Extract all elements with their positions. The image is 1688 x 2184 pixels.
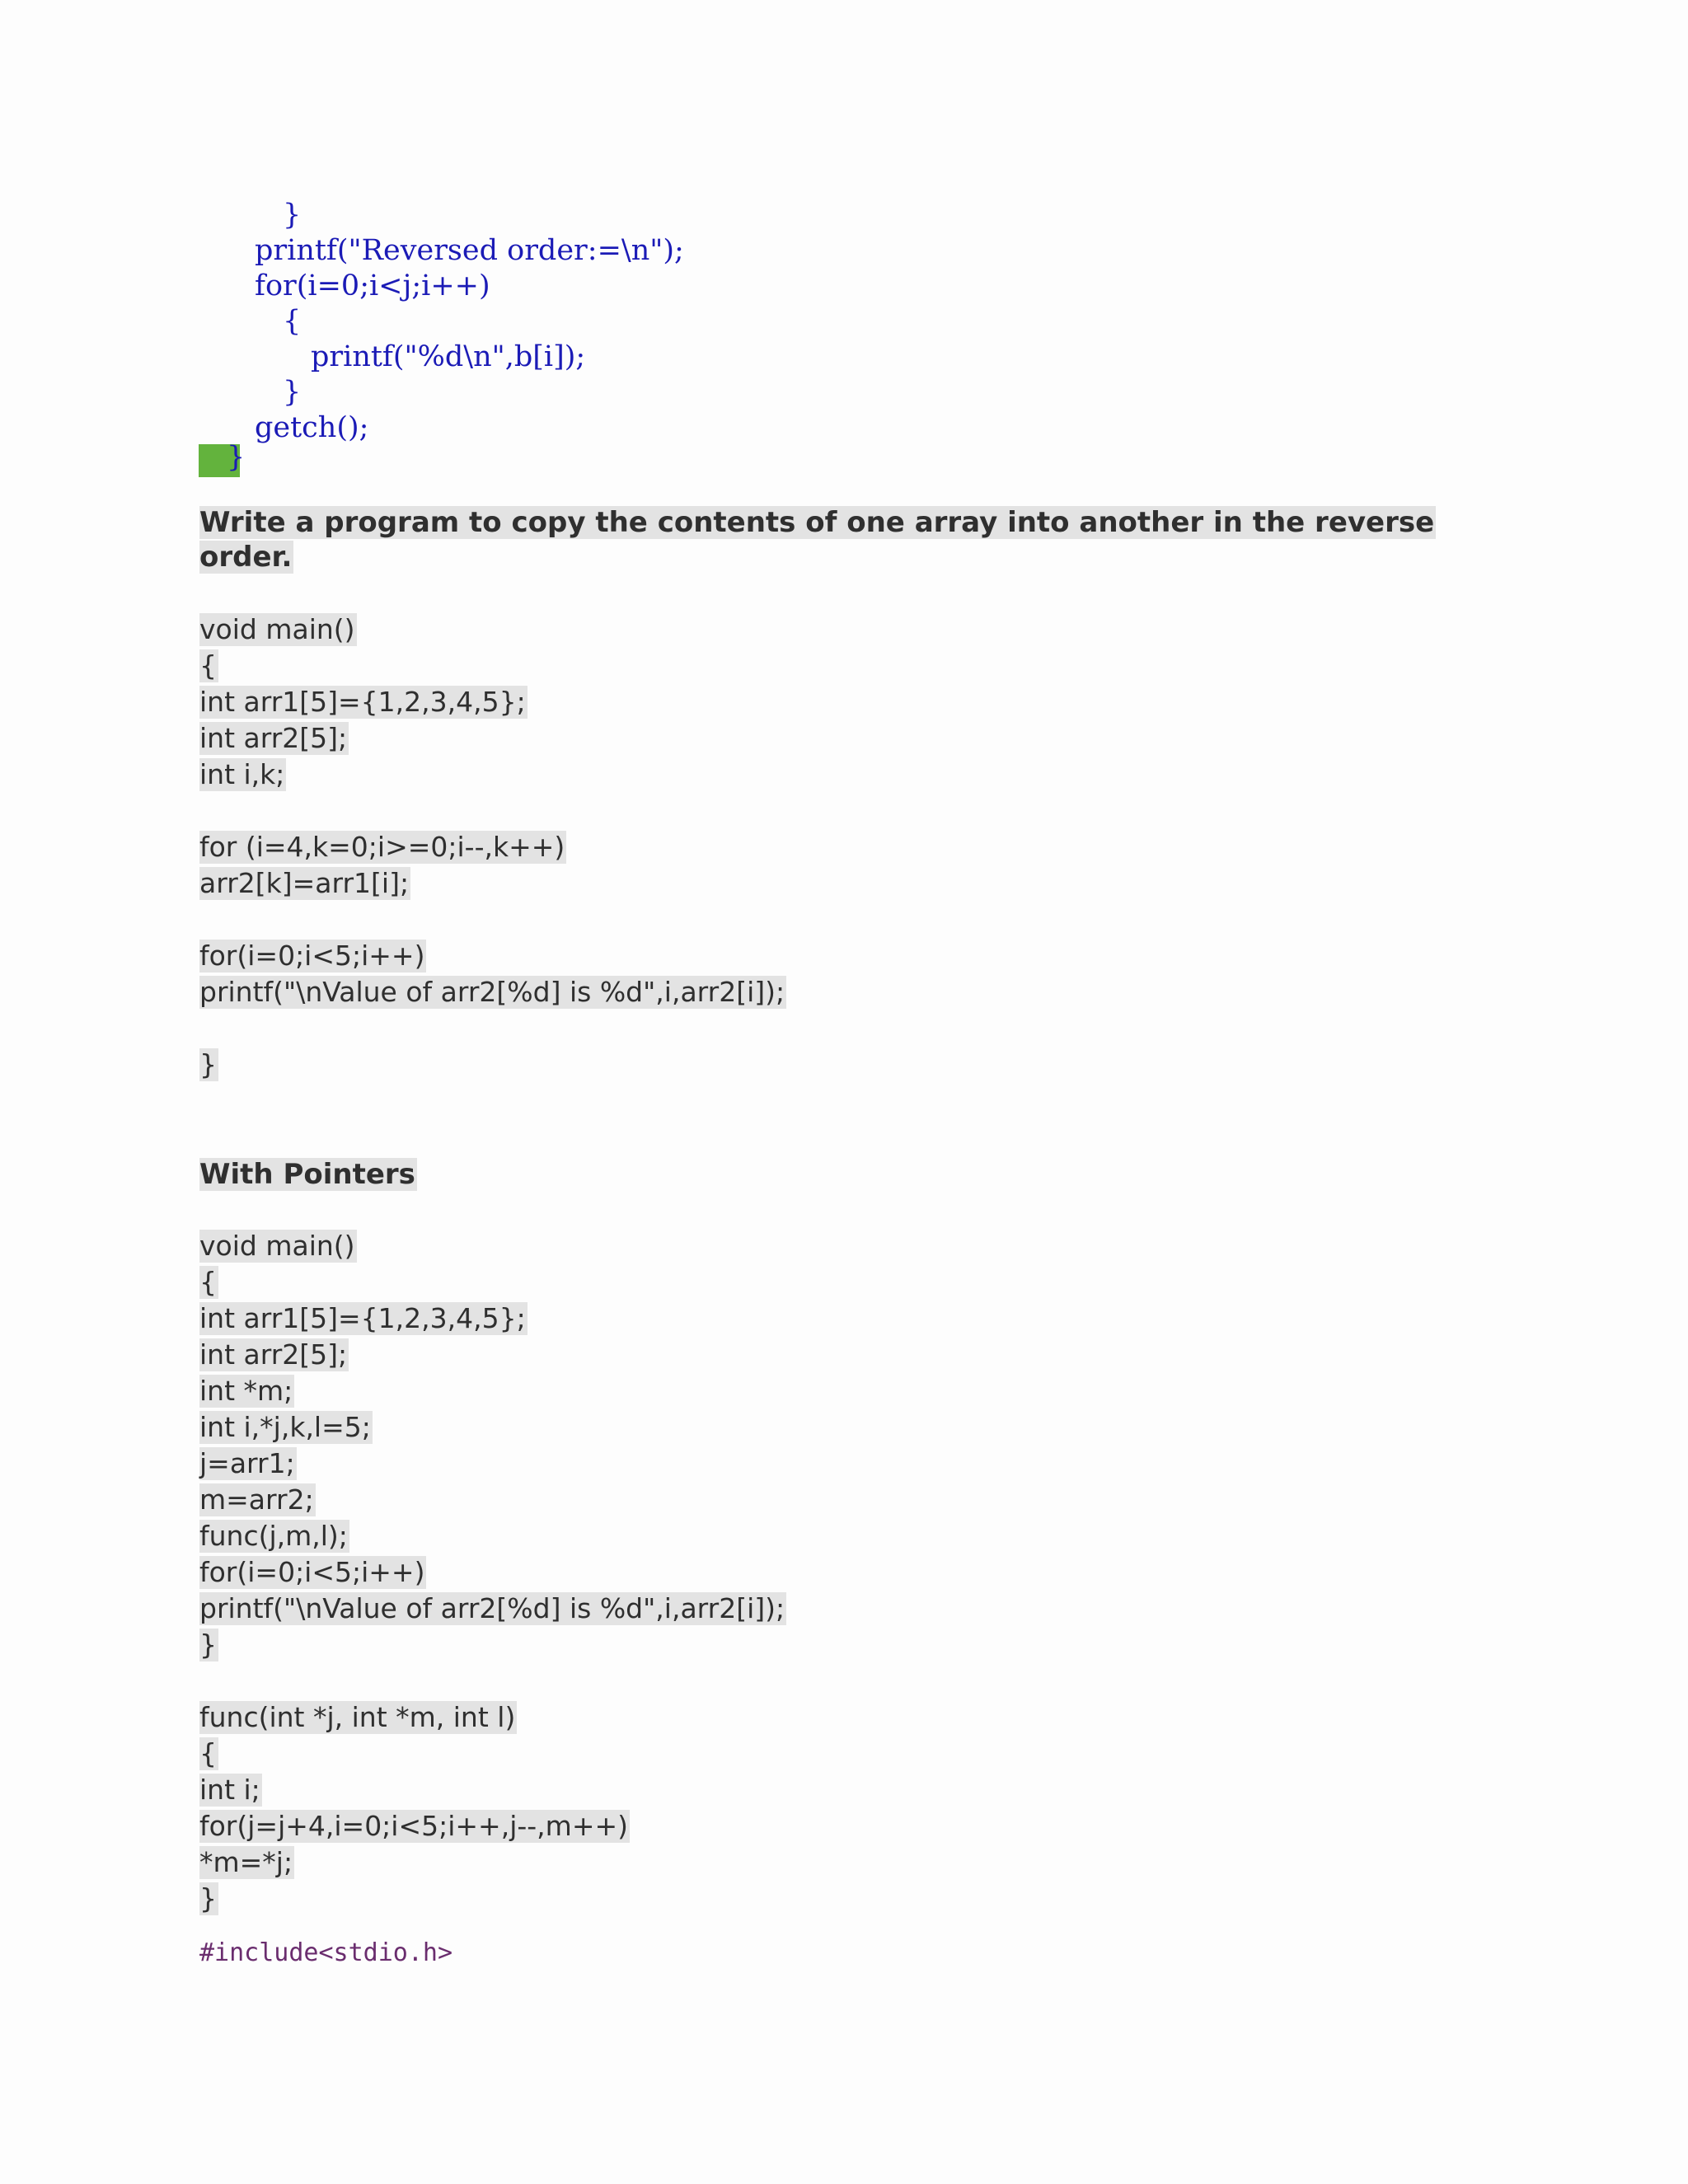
code-line: int i,k;	[199, 758, 285, 790]
code-line: printf("Reversed order:=\n");	[255, 234, 684, 267]
code-line: }	[283, 376, 302, 409]
code-line: *m=*j;	[199, 1846, 293, 1878]
include-directive: #include<stdio.h>	[199, 1938, 453, 1967]
code-line: printf("\nValue of arr2[%d] is %d",i,arr2[i]);	[199, 1592, 785, 1624]
code-line: int arr2[5];	[199, 722, 348, 754]
code-line: void main()	[199, 613, 355, 645]
code-line: m=arr2;	[199, 1483, 314, 1516]
code-line: int arr2[5];	[199, 1338, 348, 1371]
code-line: }	[199, 1629, 217, 1661]
code-line: }	[199, 1048, 217, 1080]
code-line: for(i=0;i<5;i++)	[199, 1556, 425, 1588]
code-line: int arr1[5]={1,2,3,4,5};	[199, 1302, 526, 1334]
section-title: Write a program to copy the contents of one array into another in the reverse	[199, 506, 1435, 539]
code-line: for(i=0;i<5;i++)	[199, 940, 425, 972]
code-line: for(j=j+4,i=0;i<5;i++,j--,m++)	[199, 1810, 628, 1842]
code-line: {	[199, 649, 217, 682]
code-line: int arr1[5]={1,2,3,4,5};	[199, 686, 526, 718]
code-line: int i,*j,k,l=5;	[199, 1411, 371, 1443]
code-line: arr2[k]=arr1[i];	[199, 867, 410, 899]
code-line: {	[283, 305, 302, 338]
section-title: With Pointers	[199, 1158, 415, 1191]
section-title-continued: order.	[199, 541, 293, 574]
code-line: for(i=0;i<j;i++)	[255, 269, 490, 302]
code-line: int i;	[199, 1774, 260, 1806]
code-line: func(j,m,l);	[199, 1520, 348, 1552]
code-line: for (i=4,k=0;i>=0;i--,k++)	[199, 831, 565, 863]
code-line: {	[199, 1737, 217, 1769]
code-line: getch();	[255, 411, 369, 444]
code-line: printf("\nValue of arr2[%d] is %d",i,arr2[i]);	[199, 976, 785, 1008]
code-line: j=arr1;	[199, 1447, 295, 1479]
code-line: void main()	[199, 1230, 355, 1262]
code-line: printf("%d\n",b[i]);	[311, 340, 586, 373]
code-line: func(int *j, int *m, int l)	[199, 1701, 516, 1733]
closing-brace: }	[227, 441, 246, 474]
code-line: }	[283, 199, 302, 232]
code-line: }	[199, 1882, 217, 1915]
code-line: int *m;	[199, 1375, 293, 1407]
code-line: {	[199, 1266, 217, 1298]
